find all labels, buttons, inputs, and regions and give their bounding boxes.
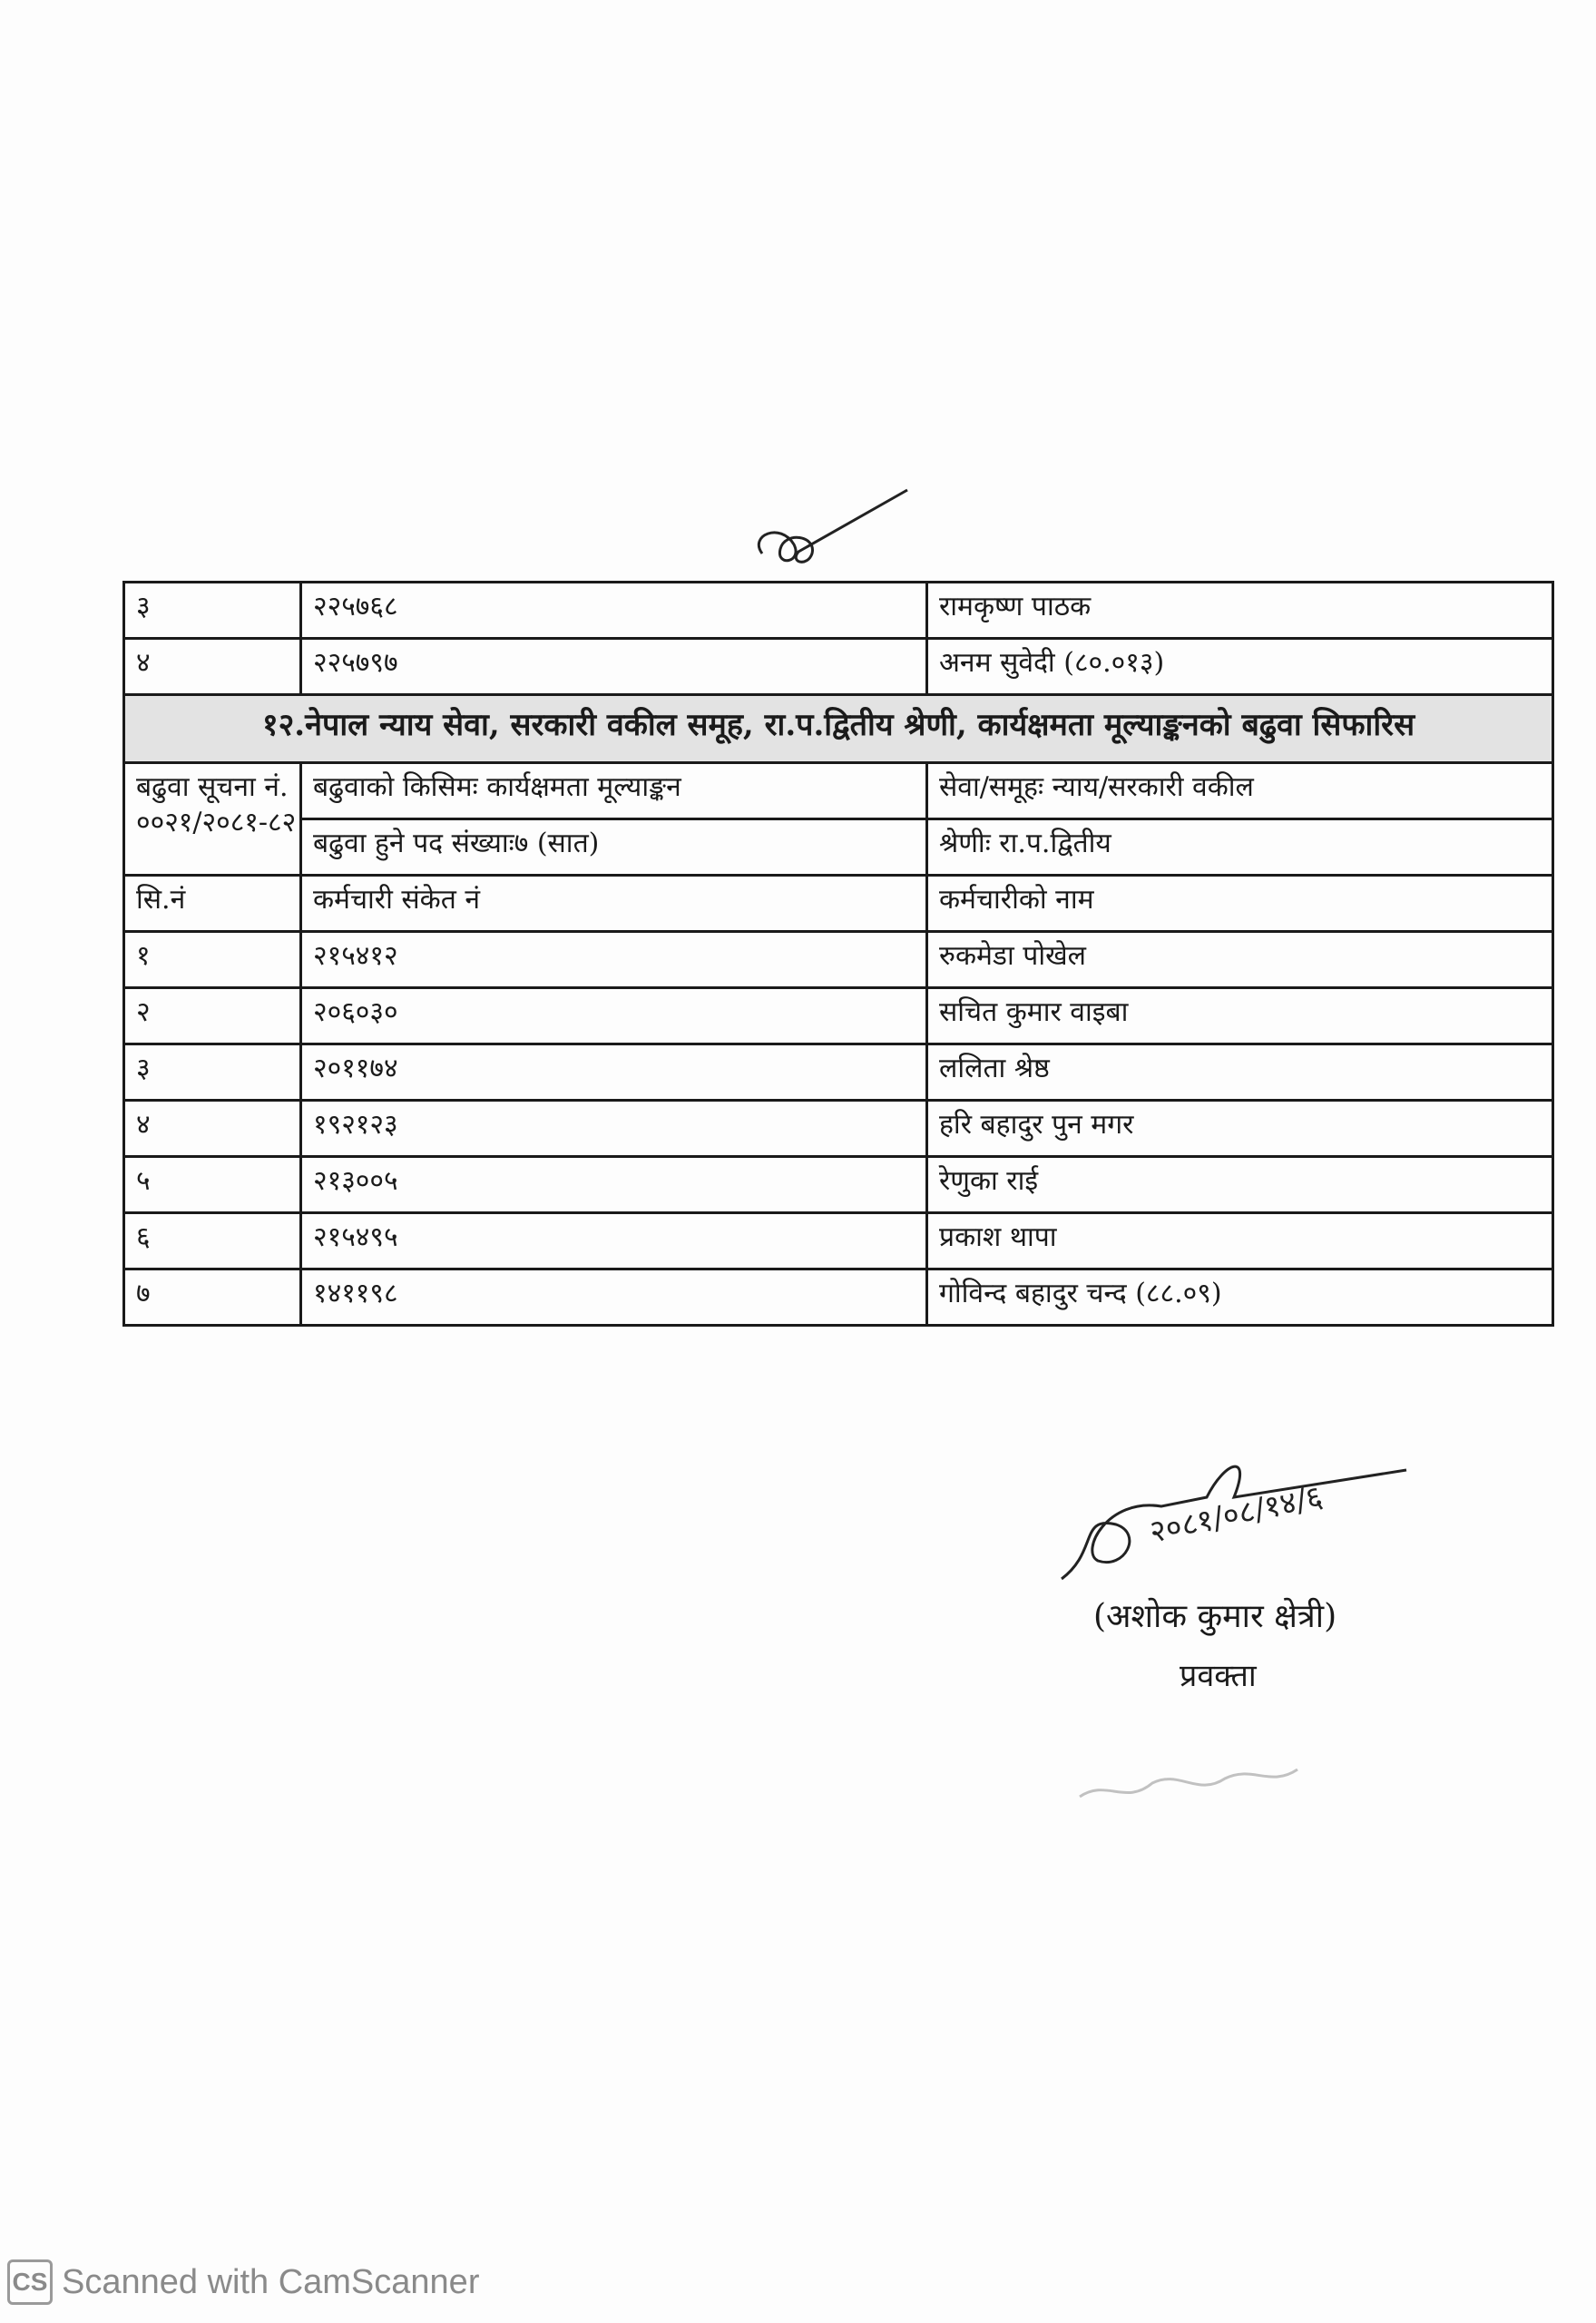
name-cell: प्रकाश थापा [927,1213,1553,1269]
code-cell: २०११७४ [301,1044,927,1101]
code-cell: १९२१२३ [301,1101,927,1157]
table-row [124,1044,1553,1101]
serial-cell: ६ [124,1213,301,1269]
code-cell: २१३००५ [301,1157,927,1213]
header-name: कर्मचारीको नाम [927,876,1553,932]
info-row [124,819,1553,876]
table-row [124,1213,1553,1269]
serial-cell: ५ [124,1157,301,1213]
code-cell: २०६०३० [301,988,927,1044]
serial-cell: ४ [124,639,301,695]
info-row [124,763,1553,819]
promotion-table [122,581,1554,1327]
code-cell: २२५७६८ [301,583,927,639]
faded-stamp [1071,1742,1307,1815]
name-cell: रुकमेडा पोखेल [927,932,1553,988]
section-title-row [124,695,1553,763]
header-code: कर्मचारी संकेत नं [301,876,927,932]
code-cell: २२५७९७ [301,639,927,695]
svg-text:२०८१/०८/१४/६: २०८१/०८/१४/६ [1146,1478,1327,1551]
class-cell: श्रेणीः रा.प.द्वितीय [927,819,1553,876]
serial-cell: ३ [124,583,301,639]
section-title: १२.नेपाल न्याय सेवा, सरकारी वकील समूह, रा.प.द्वितीय श्रेणी, कार्यक्षमता मूल्याङ्कनको बढुवा सिफारिस [124,695,1553,763]
serial-cell: ७ [124,1269,301,1326]
name-cell: सचित कुमार वाइबा [927,988,1553,1044]
scanner-text: Scanned with CamScanner [62,2262,480,2301]
header-serial: सि.नं [124,876,301,932]
notice-cell: बढुवा सूचना नं. ००२१/२०८१-८२ [124,763,301,876]
name-cell: अनम सुवेदी (८०.०१३) [927,639,1553,695]
signer-title: प्रवक्ता [1180,1658,1257,1694]
serial-cell: ४ [124,1101,301,1157]
table-row [124,583,1553,639]
code-cell: २१५४९५ [301,1213,927,1269]
name-cell: ललिता श्रेष्ठ [927,1044,1553,1101]
name-cell: रामकृष्ण पाठक [927,583,1553,639]
table-row [124,1157,1553,1213]
code-cell: २१५४१२ [301,932,927,988]
serial-cell: १ [124,932,301,988]
serial-cell: ३ [124,1044,301,1101]
camscanner-logo-icon: CS [7,2259,53,2305]
initial-signature-mark [744,481,925,581]
name-cell: रेणुका राई [927,1157,1553,1213]
table-row [124,932,1553,988]
table-row [124,639,1553,695]
code-cell: १४११९८ [301,1269,927,1326]
post-count-cell: बढुवा हुने पद संख्याः७ (सात) [301,819,927,876]
table-row [124,1269,1553,1326]
name-cell: हरि बहादुर पुन मगर [927,1101,1553,1157]
service-group-cell: सेवा/समूहः न्याय/सरकारी वकील [927,763,1553,819]
header-row [124,876,1553,932]
table-row [124,1101,1553,1157]
promotion-type-cell: बढुवाको किसिमः कार्यक्षमता मूल्याङ्कन [301,763,927,819]
serial-cell: २ [124,988,301,1044]
name-cell: गोविन्द बहादुर चन्द (८८.०९) [927,1269,1553,1326]
signer-name: (अशोक कुमार क्षेत्री) [1093,1598,1337,1635]
table-row [124,988,1553,1044]
scanner-watermark [7,2259,479,2305]
handwritten-signature [1043,1443,1425,1597]
